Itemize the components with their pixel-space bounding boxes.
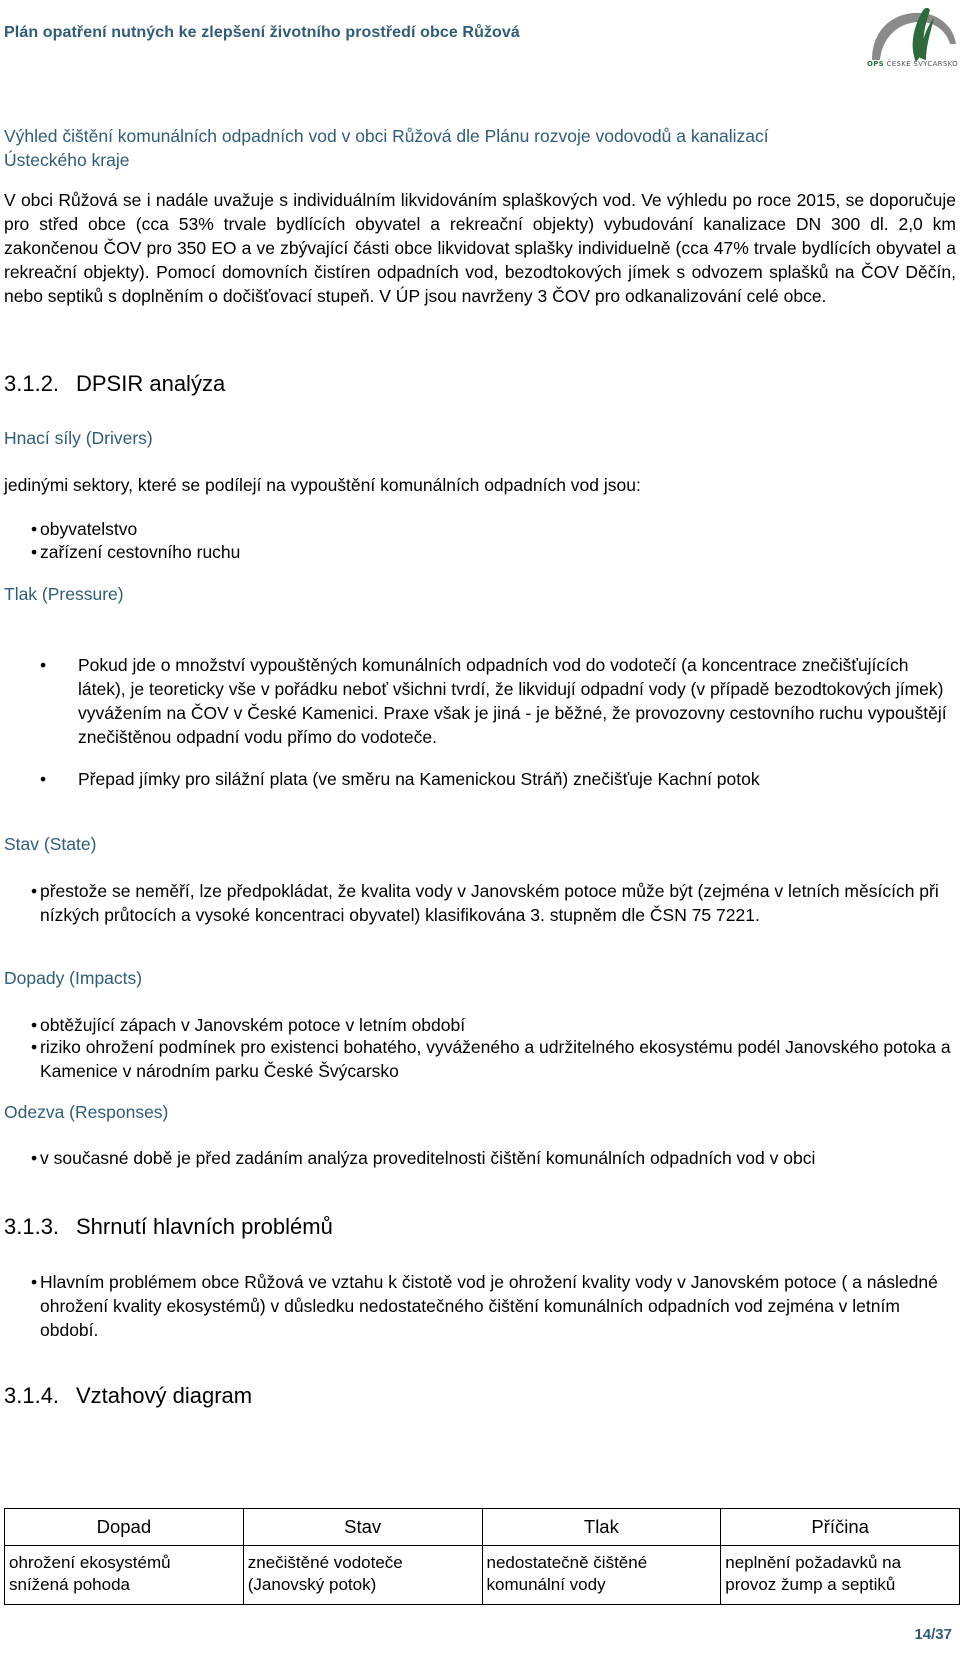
pressure-heading: Tlak (Pressure) <box>4 584 124 604</box>
table-cell: ohrožení ekosystémů snížená pohoda <box>5 1546 244 1605</box>
responses-heading: Odezva (Responses) <box>4 1102 169 1122</box>
section-title: DPSIR analýza <box>76 371 226 396</box>
intro-heading <box>4 124 956 172</box>
document-header-title: Plán opatření nutných ke zlepšení životního prostředí obce Růžová <box>4 24 520 41</box>
relationship-table <box>4 1508 960 1605</box>
drivers-text: jedinými sektory, které se podílejí na vypouštění komunálních odpadních vod jsou: <box>4 475 641 495</box>
list-item: • v současné době je před zadáním analýza proveditelnosti čištění komunálních odpadních vod v obci <box>31 1148 816 1168</box>
list-item: • Přepad jímky pro silážní plata (ve směru na Kamenickou Stráň) znečišťuje Kachní potok <box>40 769 760 789</box>
section-title: Vztahový diagram <box>76 1383 253 1408</box>
list-item: • obtěžující zápach v Janovském potoce v letním období <box>31 1015 466 1035</box>
table-cell: znečištěné vodoteče (Janovský potok) <box>243 1546 482 1605</box>
table-cell: nedostatečně čištěné komunální vody <box>482 1546 721 1605</box>
table-cell: neplnění požadavků na provoz žump a septiků <box>721 1546 960 1605</box>
state-heading: Stav (State) <box>4 834 97 854</box>
list-item: • přestože se neměří, lze předpokládat, že kvalita vody v Janovském potoce může být (zejména v letních měsících při nízkých průtocích a vysoké koncentraci obyvatel) klasifikována 3. stupněm dle ČSN 75 7221. <box>31 881 939 925</box>
intro-paragraph: V obci Růžová se i nadále uvažuje s individuálním likvidováním splaškových vod. Ve výhledu po roce 2015, se doporučuje pro střed obce (cca 53% trvale bydlících obyvatel a rekreační objekty) vybudování kanalizace DN 300 dl. 2,0 km zakončenou ČOV pro 350 EO a ve zbývající části obce likvidovat splašky individuelně (cca 47% trvale bydlících obyvatel a rekreační objekty). Pomocí domovních čistíren odpadních vod, bezodtokových jímek s odvozem splašků na ČOV Děčín, nebo septiků s doplněním o dočišťovací stupeň. V ÚP jsou navrženy 3 ČOV pro odkanalizování celé obce. <box>4 190 956 306</box>
ops-logo <box>860 0 960 75</box>
logo-prefix: OPS <box>867 60 885 68</box>
section-diagram-heading <box>4 1383 252 1409</box>
list-item: • riziko ohrožení podmínek pro existenci bohatého, vyváženého a udržitelného ekosystému podél Janovského potoka a Kamenice v národním parku České Švýcarsko <box>31 1037 951 1081</box>
intro-heading-line1: Výhled čištění komunálních odpadních vod v obci Růžová dle Plánu rozvoje vodovodů a kanalizací <box>4 126 769 146</box>
section-number: 3.1.2. <box>4 371 60 396</box>
section-number: 3.1.4. <box>4 1383 60 1408</box>
page-number: 14/37 <box>914 1626 952 1643</box>
intro-heading-line2: Ústeckého kraje <box>4 150 130 170</box>
section-number: 3.1.3. <box>4 1214 60 1239</box>
table-header: Příčina <box>721 1509 960 1546</box>
list-item: • obyvatelstvo <box>31 519 138 539</box>
table-header: Dopad <box>5 1509 244 1546</box>
impacts-heading: Dopady (Impacts) <box>4 968 143 988</box>
logo-text: ČESKÉ ŠVÝCARSKO <box>886 60 958 68</box>
list-item: • zařízení cestovního ruchu <box>31 542 241 562</box>
list-item: • Pokud jde o množství vypouštěných komunálních odpadních vod do vodotečí (a koncentrace znečišťujících látek), je teoreticky vše v pořádku neboť všichni tvrdí, že likvidují odpadní vody (v případě bezodtokových jímek) vyvážením na ČOV v České Kamenici. Praxe však je jiná - je běžné, že provozovny cestovního ruchu vypouštějí znečištěnou odpadní vodu přímo do vodoteče. <box>40 655 947 747</box>
table-header: Tlak <box>482 1509 721 1546</box>
section-summary-heading <box>4 1214 333 1240</box>
drivers-heading: Hnací síly (Drivers) <box>4 428 153 448</box>
section-dpsir-heading <box>4 371 225 397</box>
section-title: Shrnutí hlavních problémů <box>76 1214 333 1239</box>
list-item: • Hlavním problémem obce Růžová ve vztahu k čistotě vod je ohrožení kvality vody v Janovském potoce ( a následné ohrožení kvality ekosystémů) v důsledku nedostatečného čištění komunálních odpadních vod zejména v letním období. <box>31 1272 938 1340</box>
table-row <box>5 1546 960 1605</box>
table-header: Stav <box>243 1509 482 1546</box>
